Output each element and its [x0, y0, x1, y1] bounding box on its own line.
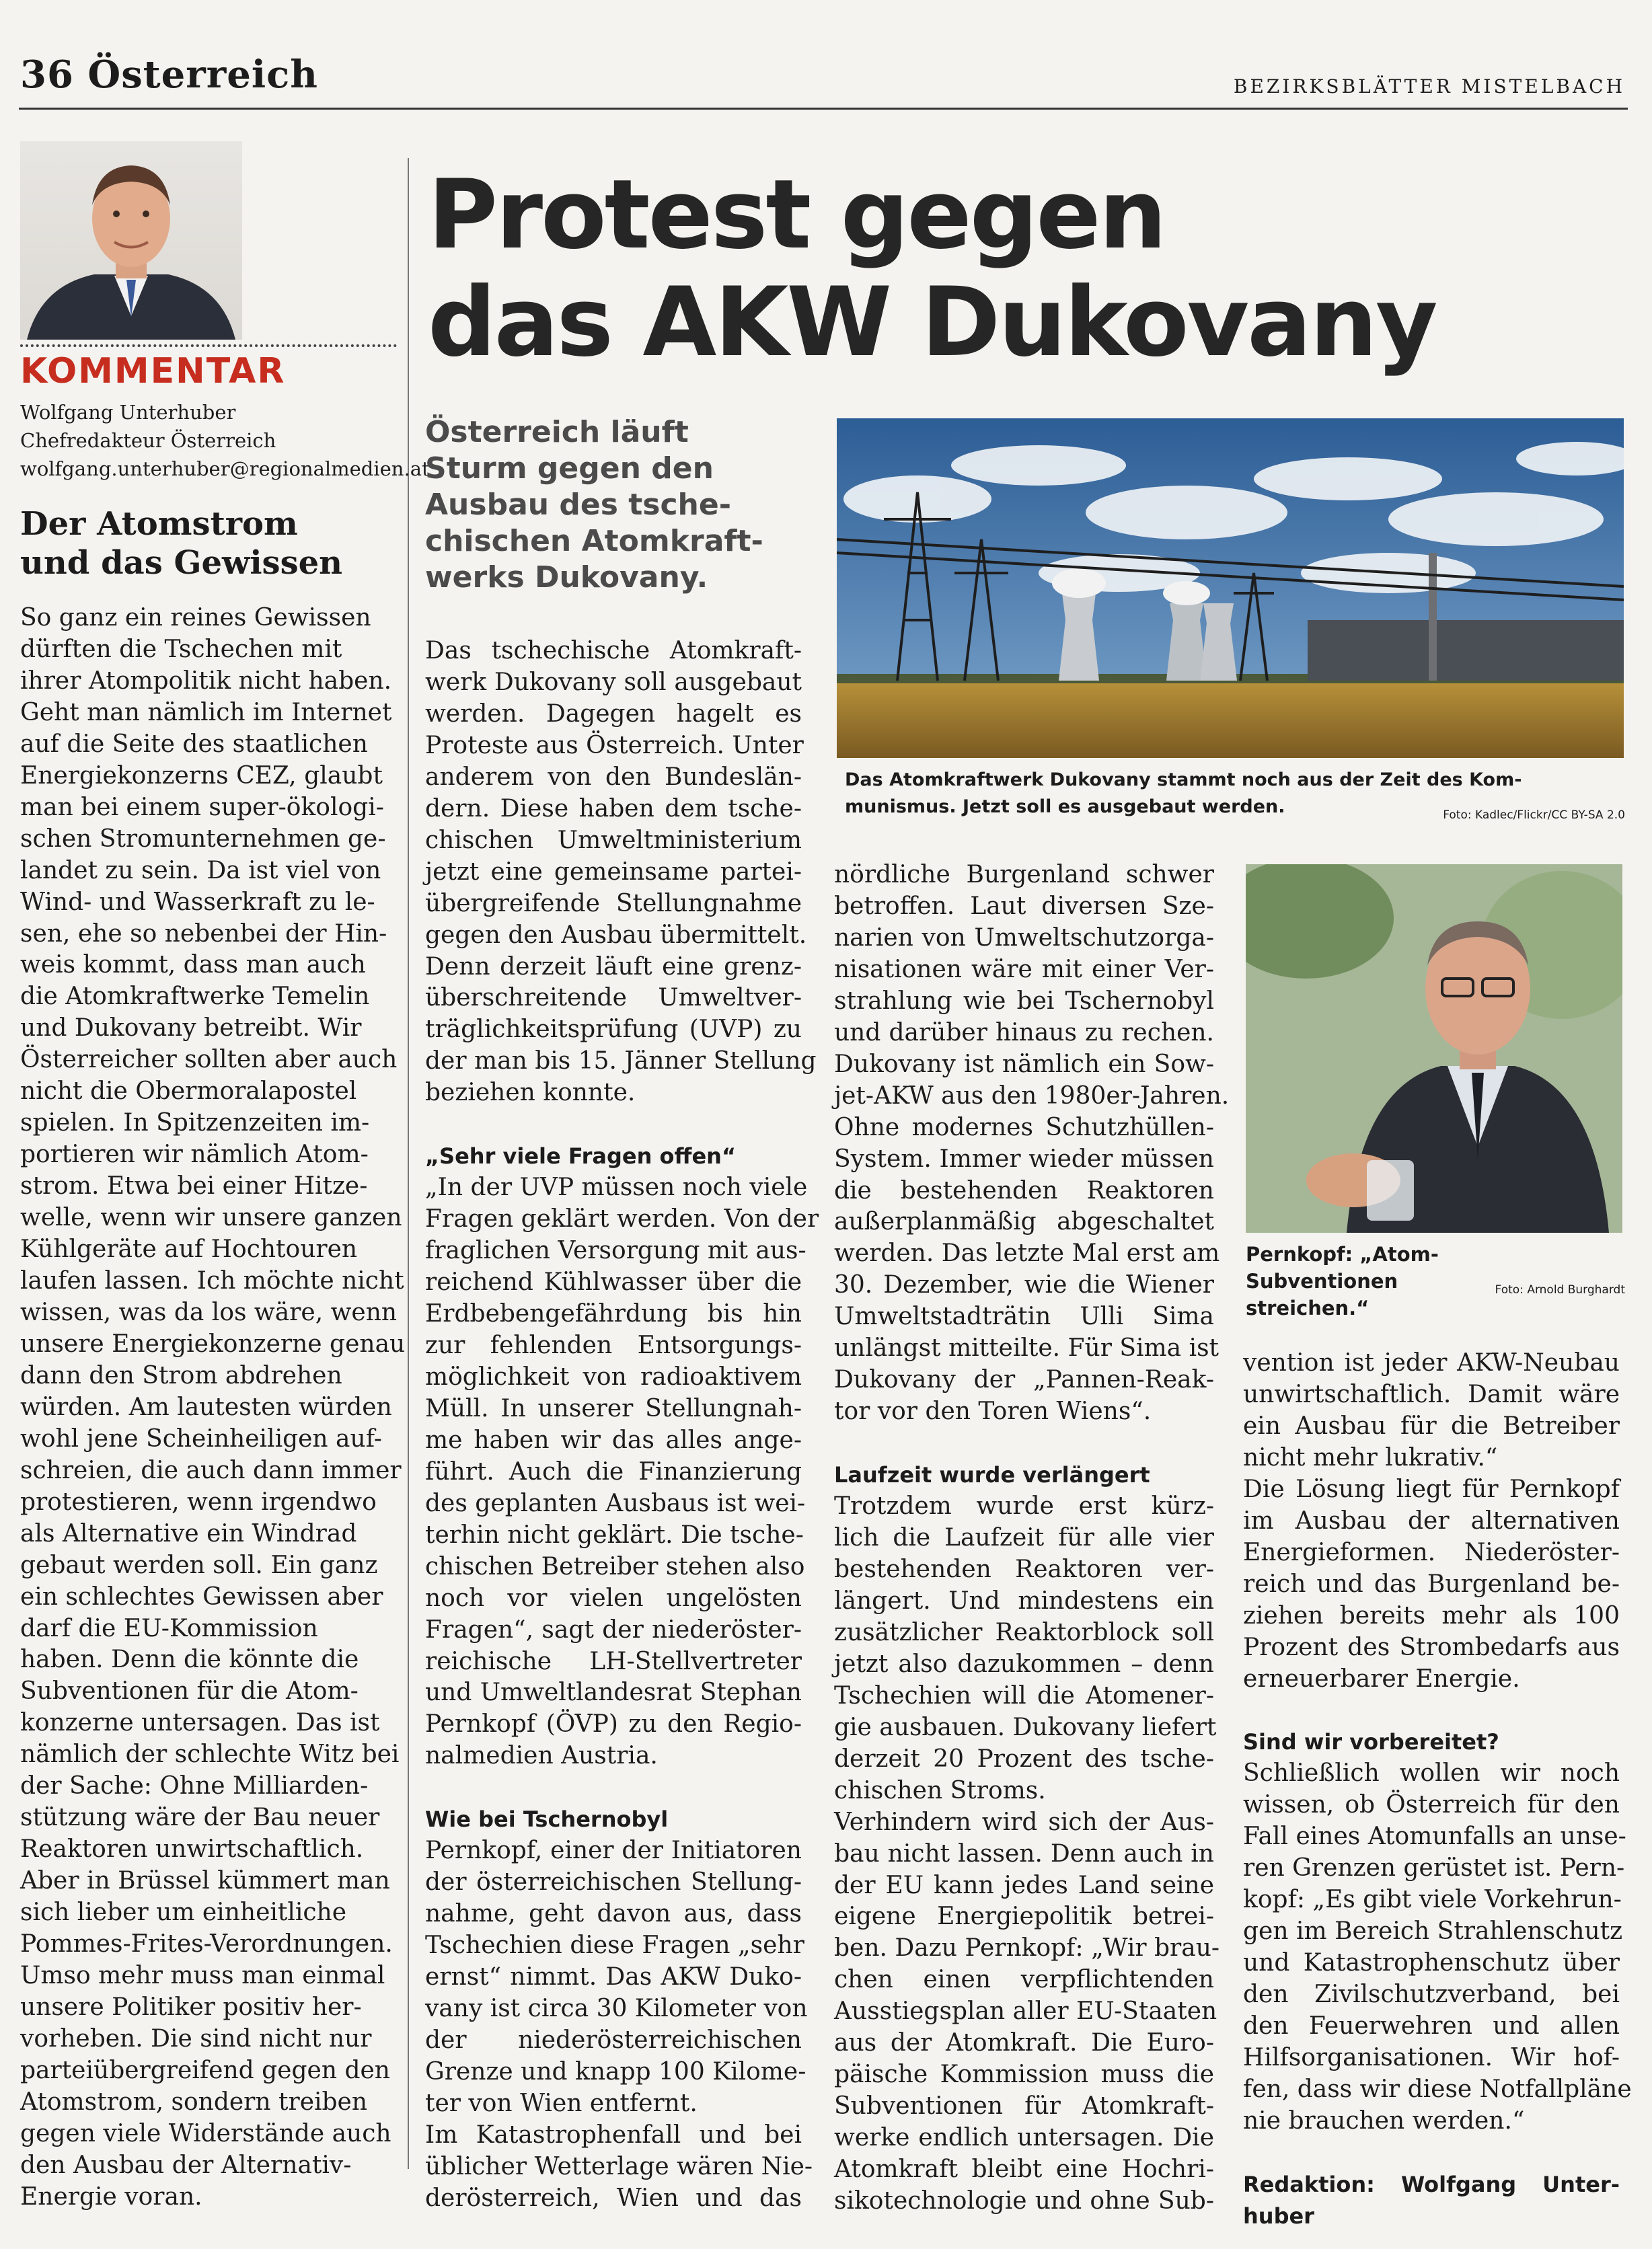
text-line: chischen Stroms. — [834, 1776, 1046, 1804]
text-line: den Ausbau der Alternativ- — [20, 2151, 352, 2179]
text-line: Die Lösung liegt für Pernkopf — [1243, 1475, 1620, 1503]
text-line: reich und das Burgenland be- — [1243, 1570, 1620, 1598]
text-line: Dukovany der „Pannen-Reak- — [834, 1366, 1214, 1394]
text-line: „In der UVP müssen noch viele — [425, 1174, 808, 1202]
text-line: und Katastrophenschutz über — [1243, 1949, 1620, 1977]
text-line: überschreitende Umweltver- — [425, 984, 802, 1012]
text-line: den Feuerwehren und allen — [1243, 2012, 1620, 2041]
text-line: nämlich der schlechte Witz bei — [20, 1741, 400, 1769]
text-line: ter von Wien entfernt. — [425, 2089, 698, 2117]
text-line: chen einen verpflichtenden — [834, 1966, 1214, 1994]
text-line: wissen, ob Österreich für den — [1243, 1791, 1620, 1819]
text-line: chischen Umweltministerium — [425, 826, 802, 854]
text-line: reichend Kühlwasser über die — [425, 1268, 802, 1297]
text-line: spielen. In Spitzenzeiten im- — [20, 1109, 370, 1137]
text-line: Aber in Brüssel kümmert man — [20, 1867, 390, 1895]
publication-name: BEZIRKSBLÄTTER MISTELBACH — [1233, 75, 1625, 98]
subheading-line: huber — [1243, 2203, 1314, 2229]
caption-line: streichen.“ — [1246, 1297, 1369, 1320]
text-line: landet zu sein. Da ist viel von — [20, 856, 381, 884]
text-line: längert. Und mindestens ein — [834, 1587, 1214, 1615]
text-line: der man bis 15. Jänner Stellung — [425, 1047, 817, 1075]
author-name: Wolfgang Unterhuber — [20, 401, 236, 424]
lead-line: Sturm gegen den — [425, 451, 714, 486]
text-line: der niederösterreichischen — [425, 2026, 802, 2054]
text-line: führt. Auch die Finanzierung — [425, 1457, 802, 1486]
text-line: zusätzlicher Reaktorblock soll — [834, 1618, 1214, 1646]
text-line: ihrer Atompolitik nicht haben. — [20, 666, 392, 695]
text-line: Verhindern wird sich der Aus- — [834, 1808, 1214, 1836]
text-line: und Umweltlandesrat Stephan — [425, 1679, 802, 1707]
text-line: Erdbebengefährdung bis hin — [425, 1300, 802, 1328]
text-line: dann den Strom abdrehen — [20, 1361, 342, 1389]
text-line: welle, wenn wir unsere ganzen — [20, 1204, 402, 1232]
text-line: nisationen wäre mit einer Ver- — [834, 955, 1214, 983]
text-line: schen Stromunternehmen ge- — [20, 825, 386, 853]
text-line: werk Dukovany soll ausgebaut — [425, 668, 802, 696]
text-line: erneuerbarer Energie. — [1243, 1665, 1520, 1693]
text-line: der österreichischen Stellung- — [425, 1868, 802, 1897]
headline-line: Protest gegen — [428, 159, 1165, 270]
text-line: vention ist jeder AKW-Neubau — [1243, 1349, 1620, 1377]
text-line: Fragen geklärt werden. Von der — [425, 1205, 819, 1233]
text-line: Trotzdem wurde erst kürz- — [834, 1492, 1214, 1521]
text-line: kopf: „Es gibt viele Vorkehrun- — [1243, 1886, 1622, 1914]
subheading-line: Redaktion: Wolfgang Unter- — [1243, 2171, 1620, 2197]
text-line: Energiekonzerns CEZ, glaubt — [20, 761, 383, 790]
subheading-line: Wie bei Tschernobyl — [425, 1806, 669, 1833]
text-line: Geht man nämlich im Internet — [20, 698, 392, 726]
text-line: fen, dass wir diese Notfallpläne — [1243, 2075, 1632, 2103]
text-line: weis kommt, dass man auch — [20, 951, 366, 979]
text-line: gegen den Ausbau übermittelt. — [425, 921, 807, 949]
photo-credit: Foto: Kadlec/Flickr/CC BY-SA 2.0 — [1443, 808, 1625, 822]
article-column-3 — [1243, 1348, 1632, 2232]
article-column-1 — [425, 636, 819, 2215]
text-line: üblicher Wetterlage wären Nie- — [425, 2152, 813, 2180]
text-line: lich die Laufzeit für alle vier — [834, 1524, 1214, 1552]
text-line: dern. Diese haben dem tsche- — [425, 794, 802, 823]
commentary-title-line: und das Gewissen — [20, 544, 343, 582]
text-line: anderem von den Bundeslän- — [425, 763, 802, 791]
text-line: strahlung wie bei Tschernobyl — [834, 987, 1214, 1015]
article-lead — [425, 414, 829, 596]
text-line: Fragen“, sagt der niederöster- — [425, 1615, 802, 1644]
text-line: die bestehenden Reaktoren — [834, 1176, 1214, 1205]
text-line: reichische LH-Stellvertreter — [425, 1647, 802, 1675]
text-line: und darüber hinaus zu rechen. — [834, 1018, 1214, 1046]
text-line: sen, ehe so nebenbei der Hin- — [20, 919, 387, 948]
header-rule — [19, 108, 1628, 110]
text-line: nalmedien Austria. — [425, 1742, 658, 1770]
text-line: Kühlgeräte auf Hochtouren — [20, 1235, 358, 1264]
text-line: Österreicher sollten aber auch — [20, 1046, 398, 1074]
text-line: werden. Das letzte Mal erst am — [834, 1240, 1220, 1268]
text-line: wohl jene Scheinheiligen auf- — [20, 1424, 382, 1453]
subheading-line: Sind wir vorbereitet? — [1243, 1729, 1499, 1755]
text-line: Subventionen für Atomkraft- — [834, 2092, 1214, 2121]
text-line: fraglichen Versorgung mit aus- — [425, 1237, 806, 1265]
paragraph-spacer — [425, 1109, 802, 1141]
subheading-line: Laufzeit wurde verlängert — [834, 1462, 1150, 1488]
paragraph-spacer — [834, 1428, 1214, 1459]
lead-line: Ausbau des tsche- — [425, 488, 731, 522]
text-line: parteiübergreifend gegen den — [20, 2056, 390, 2084]
text-line: stützung wäre der Bau neuer — [20, 1804, 380, 1832]
text-line: laufen lassen. Ich möchte nicht — [20, 1267, 404, 1295]
text-line: konzerne untersagen. Das ist — [20, 1709, 380, 1737]
text-line: sikotechnologie und ohne Sub- — [834, 2187, 1214, 2215]
article-headline — [428, 161, 1571, 377]
commentary-title — [20, 504, 342, 582]
text-line: ben. Dazu Pernkopf: „Wir brau- — [834, 1934, 1220, 1962]
paragraph-spacer — [425, 1772, 802, 1804]
text-line: chischen Betreiber stehen also — [425, 1552, 805, 1580]
text-line: zur fehlenden Entsorgungs- — [425, 1331, 802, 1359]
text-line: im Ausbau der alternativen — [1243, 1507, 1620, 1535]
text-line: möglichkeit von radioaktivem — [425, 1363, 802, 1391]
text-line: strom. Etwa bei einer Hitze- — [20, 1172, 368, 1200]
text-line: Dukovany ist nämlich ein Sow- — [834, 1050, 1214, 1078]
section-label: KOMMENTAR — [20, 351, 286, 391]
text-line: Pernkopf, einer der Initiatoren — [425, 1837, 802, 1865]
page-label: 36 Österreich — [20, 52, 318, 97]
text-line: ein schlechtes Gewissen aber — [20, 1583, 383, 1611]
text-line: werden. Dagegen hagelt es — [425, 699, 802, 728]
dotted-separator — [20, 344, 397, 347]
text-line: träglichkeitsprüfung (UVP) zu — [425, 1016, 802, 1044]
lead-line: Österreich läuft — [425, 415, 689, 449]
text-line: Atomkraft bleibt eine Hochri- — [834, 2156, 1214, 2184]
text-line: bau nicht lassen. Denn auch in — [834, 1839, 1214, 1868]
photo-credit: Foto: Arnold Burghardt — [1495, 1283, 1625, 1297]
text-line: portieren wir nämlich Atom- — [20, 1141, 369, 1169]
text-line: Energieformen. Niederöster- — [1243, 1538, 1620, 1566]
text-line: Prozent des Strombedarfs aus — [1243, 1633, 1620, 1661]
text-line: System. Immer wieder müssen — [834, 1145, 1214, 1173]
text-line: Fall eines Atomunfalls an unse- — [1243, 1823, 1626, 1851]
text-line: würden. Am lautesten würden — [20, 1393, 392, 1421]
commentary-body — [20, 603, 406, 2213]
text-line: Umso mehr muss man einmal — [20, 1961, 385, 1989]
text-line: unwirtschaftlich. Damit wäre — [1243, 1380, 1620, 1408]
text-line: vorheben. Die sind nicht nur — [20, 2024, 372, 2053]
text-line: aus der Atomkraft. Die Euro- — [834, 2029, 1214, 2057]
text-line: derzeit 20 Prozent des tsche- — [834, 1745, 1214, 1773]
text-line: nie brauchen werden.“ — [1243, 2106, 1525, 2135]
text-line: Grenze und knapp 100 Kilome- — [425, 2057, 806, 2086]
text-line: man bei einem super-ökologi- — [20, 793, 384, 821]
text-line: Denn derzeit läuft eine grenz- — [425, 952, 802, 981]
text-line: als Alternative ein Windrad — [20, 1519, 357, 1548]
text-line: dürften die Tschechen mit — [20, 635, 342, 663]
text-line: übergreifende Stellungnahme — [425, 889, 802, 917]
text-line: beziehen konnte. — [425, 1079, 636, 1107]
text-line: wissen, was da los wäre, wenn — [20, 1298, 398, 1326]
text-line: Ohne modernes Schutzhüllen- — [834, 1113, 1214, 1141]
text-line: me haben wir das alles ange- — [425, 1426, 802, 1454]
text-line: päische Kommission muss die — [834, 2061, 1214, 2089]
text-line: vany ist circa 30 Kilometer von — [425, 1994, 808, 2022]
author-email[interactable]: wolfgang.unterhuber@regionalmedien.at — [20, 457, 430, 480]
text-line: Umweltstadträtin Ulli Sima — [834, 1303, 1214, 1331]
text-line: jetzt eine gemeinsame partei- — [425, 857, 802, 886]
text-line: Reaktoren unwirtschaftlich. — [20, 1835, 364, 1864]
text-line: jetzt also dazukommen – denn — [834, 1650, 1214, 1678]
text-line: ernst“ nimmt. Das AKW Duko- — [425, 1963, 802, 1991]
text-line: Pommes-Frites-Verordnungen. — [20, 1930, 393, 1958]
text-line: gen im Bereich Strahlenschutz — [1243, 1917, 1623, 1946]
text-line: und Dukovany betreibt. Wir — [20, 1014, 362, 1042]
text-line: haben. Denn die könnte die — [20, 1646, 359, 1674]
text-line: tor vor den Toren Wiens“. — [834, 1398, 1152, 1426]
text-line: auf die Seite des staatlichen — [20, 730, 368, 758]
subheading-line: „Sehr viele Fragen offen“ — [425, 1143, 736, 1170]
text-line: noch vor vielen ungelösten — [425, 1584, 802, 1612]
text-line: So ganz ein reines Gewissen — [20, 604, 371, 632]
text-line: Proteste aus Österreich. Unter — [425, 731, 804, 759]
power-plant-photo — [837, 418, 1624, 758]
text-line: Ausstiegsplan aller EU-Staaten — [834, 1997, 1217, 2026]
text-line: außerplanmäßig abgeschaltet — [834, 1208, 1214, 1236]
text-line: unsere Energiekonzerne genau — [20, 1330, 406, 1358]
text-line: die Atomkraftwerke Temelin — [20, 983, 370, 1011]
pernkopf-photo — [1246, 864, 1622, 1233]
text-line: Pernkopf (ÖVP) zu den Regio- — [425, 1710, 802, 1739]
text-line: bestehenden Reaktoren ver- — [834, 1555, 1214, 1583]
text-line: Energie voran. — [20, 2182, 202, 2211]
text-line: ein Ausbau für die Betreiber — [1243, 1412, 1620, 1440]
text-line: 30. Dezember, wie die Wiener — [834, 1271, 1214, 1299]
text-line: gebaut werden soll. Ein ganz — [20, 1551, 378, 1579]
text-line: ziehen bereits mehr als 100 — [1243, 1601, 1620, 1630]
caption-line: Das Atomkraftwerk Dukovany stammt noch aus der Zeit des Kom- — [845, 769, 1522, 790]
text-line: ren Grenzen gerüstet ist. Pern- — [1243, 1854, 1625, 1882]
text-line: Müll. In unserer Stellungnah- — [425, 1394, 802, 1422]
paragraph-spacer — [1243, 2137, 1620, 2169]
paragraph-spacer — [1243, 1695, 1620, 1726]
text-line: betroffen. Laut diversen Sze- — [834, 892, 1214, 920]
caption-line: Pernkopf: „Atom-Subventionen — [1246, 1243, 1439, 1293]
caption-line: munismus. Jetzt soll es ausgebaut werden. — [845, 796, 1285, 817]
author-portrait — [20, 141, 242, 340]
text-line: unlängst mitteilte. Für Sima ist — [834, 1334, 1219, 1363]
article-column-2 — [834, 860, 1230, 2217]
text-line: Tschechien diese Fragen „sehr — [425, 1932, 804, 1960]
text-line: der Sache: Ohne Milliarden- — [20, 1772, 369, 1800]
text-line: Wind- und Wasserkraft zu le- — [20, 888, 375, 916]
lead-line: werks Dukovany. — [425, 560, 708, 595]
text-line: unsere Politiker positiv her- — [20, 1993, 362, 2021]
text-line: jet-AKW aus den 1980er-Jahren. — [834, 1081, 1230, 1110]
lead-line: chischen Atomkraft- — [425, 524, 763, 558]
text-line: Subventionen für die Atom- — [20, 1677, 359, 1706]
headline-line: das AKW Dukovany — [428, 267, 1436, 378]
text-line: nahme, geht davon aus, dass — [425, 1900, 802, 1928]
photo-caption — [1246, 1241, 1528, 1322]
text-line: schreien, die auch dann immer — [20, 1456, 402, 1484]
text-line: der EU kann jedes Land seine — [834, 1871, 1214, 1899]
text-line: Im Katastrophenfall und bei — [425, 2121, 802, 2149]
text-line: nicht mehr lukrativ.“ — [1243, 1443, 1498, 1472]
author-info — [20, 398, 430, 483]
text-line: gegen viele Widerstände auch — [20, 2119, 391, 2147]
text-line: narien von Umweltschutzorga- — [834, 923, 1214, 952]
author-role: Chefredakteur Österreich — [20, 429, 276, 452]
text-line: terhin nicht geklärt. Die tsche- — [425, 1521, 804, 1549]
text-line: derösterreich, Wien und das — [425, 2184, 802, 2212]
text-line: protestieren, wenn irgendwo — [20, 1488, 377, 1516]
text-line: darf die EU-Kommission — [20, 1614, 318, 1642]
text-line: nicht die Obermoralapostel — [20, 1077, 357, 1106]
text-line: eigene Energiepolitik betrei- — [834, 1903, 1214, 1931]
text-line: werke endlich untersagen. Die — [834, 2124, 1214, 2152]
text-line: nördliche Burgenland schwer — [834, 861, 1214, 888]
text-line: Hilfsorganisationen. Wir hof- — [1243, 2043, 1620, 2071]
text-line: des geplanten Ausbaus ist wei- — [425, 1489, 806, 1517]
text-line: den Zivilschutzverband, bei — [1243, 1981, 1620, 2009]
text-line: sich lieber um einheitliche — [20, 1899, 347, 1927]
text-line: gie ausbauen. Dukovany liefert — [834, 1713, 1217, 1741]
text-line: Tschechien will die Atomener- — [834, 1681, 1214, 1710]
text-line: Das tschechische Atomkraft- — [425, 637, 802, 664]
commentary-title-line: Der Atomstrom — [20, 505, 298, 543]
text-line: Atomstrom, sondern treiben — [20, 2088, 368, 2116]
text-line: Schließlich wollen wir noch — [1243, 1759, 1620, 1788]
